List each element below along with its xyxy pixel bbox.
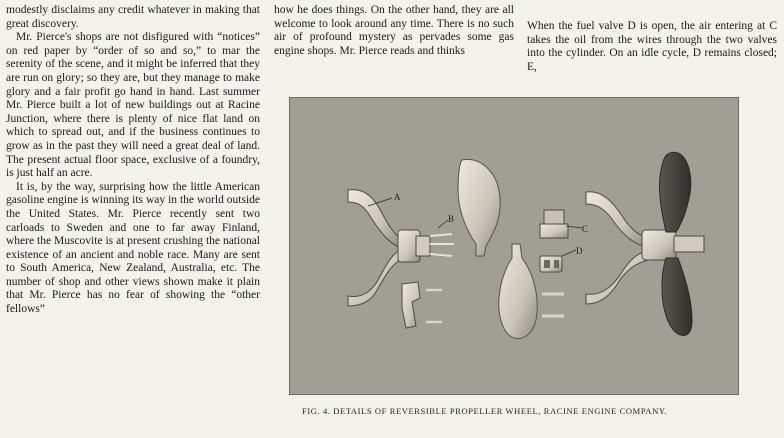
propeller-photo bbox=[290, 98, 738, 394]
article-column-2 bbox=[274, 4, 514, 58]
paragraph-1: modestly disclaims any credit whatever in making that great discovery. bbox=[6, 4, 260, 30]
propeller-figure bbox=[289, 97, 739, 395]
label-a: A bbox=[394, 192, 401, 202]
figure-caption: FIG. 4. DETAILS OF REVERSIBLE PROPELLER WHEEL, RACINE ENGINE COMPANY. bbox=[302, 406, 668, 416]
paragraph-3: It is, by the way, surprising how the little American gasoline engine is winning its way in the world outside the United States. Mr. Pierce recently sent two carloads to Sweden and one to far away Finland, where the Muscovite is at present crushing the national existence of an ancient and noble race. Many are sent to South America, New Zealand, Australia, etc. The number of shop and other views shown make it plain that Mr. Pierce has no fear of showing the “other fellows” bbox=[6, 180, 260, 316]
paragraph-2: Mr. Pierce's shops are not disfigured with “notices” on red paper by “order of so and so,” to mar the serenity of the scene, and it might be inferred that they are run on glory; so they are, but they manage to make glory and a fair profit go hand in hand. Last summer Mr. Pierce built a lot of new buildings out at Racine Junction, where there is plenty of nice flat land on which to spread out, and if the business continues to grow as in the past they will need a great deal of land. The present actual floor space, exclusive of a foundry, is just half an acre. bbox=[6, 31, 260, 180]
paragraph-4: how he does things. On the other hand, they are all welcome to look around any time. There is no such air of profound mystery as pervades some gas engine shops. Mr. Pierce reads and thinks bbox=[274, 4, 514, 57]
label-c: C bbox=[582, 224, 589, 234]
label-d: D bbox=[576, 246, 583, 256]
paragraph-5: When the fuel valve D is open, the air entering at C takes the oil from the wires through the two valves into the cylinder. On an idle cycle, D remains closed; E, bbox=[527, 20, 777, 73]
article-column-3 bbox=[527, 20, 777, 74]
label-b: B bbox=[448, 214, 455, 224]
article-column-1 bbox=[6, 4, 260, 317]
